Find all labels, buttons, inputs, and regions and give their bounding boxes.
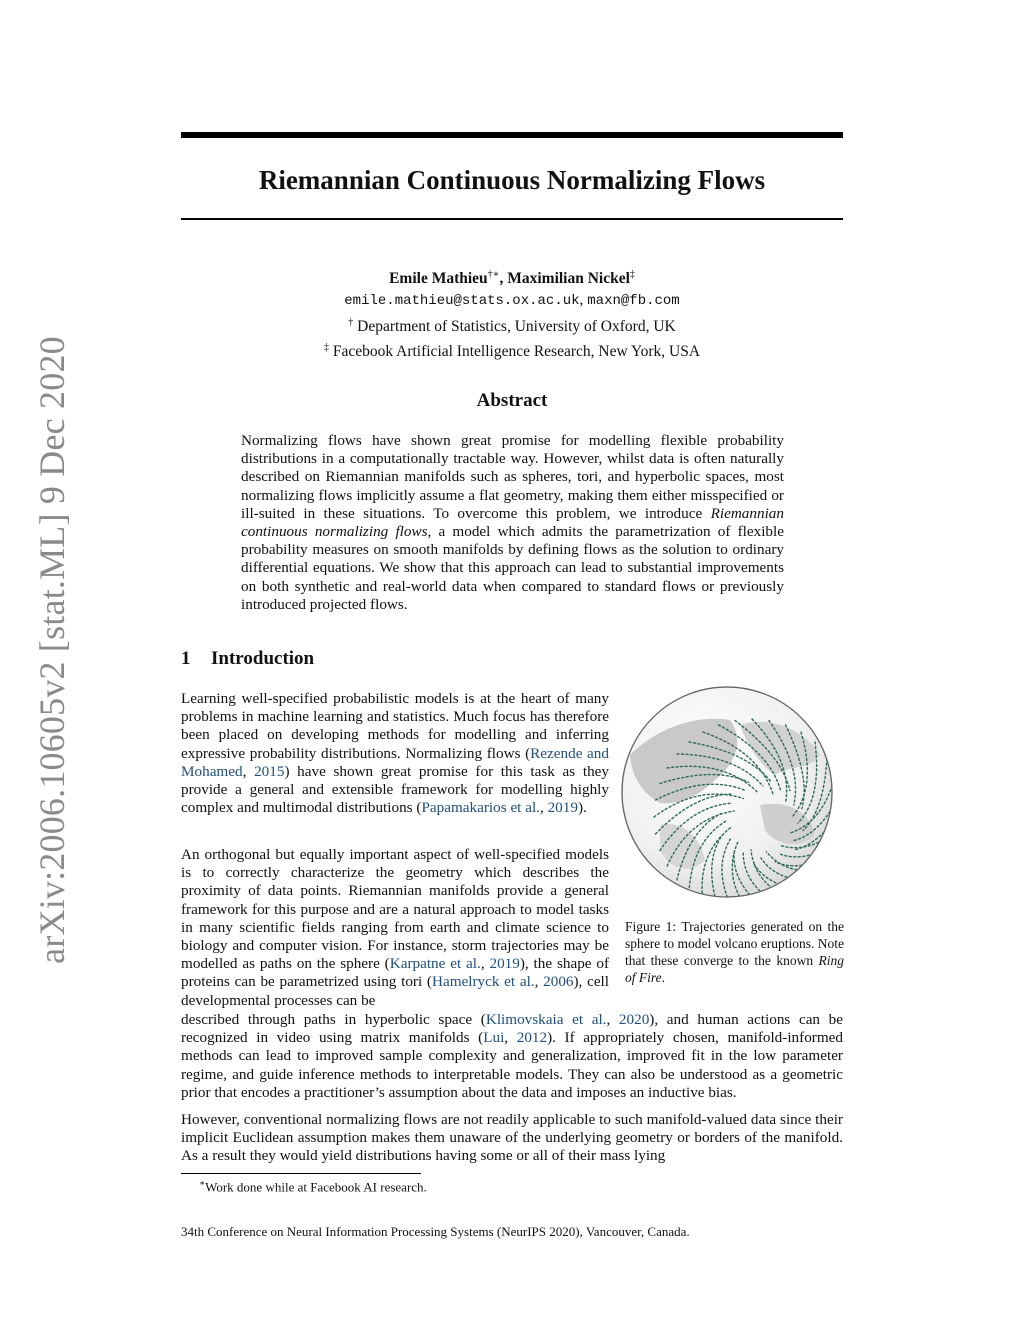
author-names: [181, 264, 843, 289]
abstract-heading: Abstract: [476, 390, 548, 411]
author-2: Maximilian Nickel: [507, 270, 630, 288]
sphere-trajectories-figure: [620, 685, 834, 899]
text-run: ,: [242, 762, 255, 780]
footnote: [199, 1178, 427, 1195]
section-title: Introduction: [211, 648, 315, 669]
abstract-part-1: Normalizing flows have shown great promise for modelling flexible probability distributions in a computationally tractable way. However, whilst data is often naturally described on Riemannian manifolds such as spheres, tori, and hyperbolic spaces, most normalizing flows implicitly assume a flat geometry, making them either misspecified or ill-suited in these situations. To overcome this problem, we introduce: [241, 432, 784, 522]
arxiv-stamp: arXiv:2006.10605v2 [stat.ML] 9 Dec 2020: [32, 336, 72, 964]
caption-text: Figure 1: Trajectories generated on the sphere to model volcano eruptions. Note that these converge to the known: [625, 919, 844, 968]
text-run: ).: [577, 799, 587, 817]
citation-link[interactable]: Rezende and Mohamed: [181, 744, 609, 780]
text-run: ,: [480, 955, 490, 973]
text-run: ). If appropriately chosen, manifold-informed methods can lead to improved sample complexity and generalization, improved fit in the low parameter regime, and guide inference methods to interpretable models. They can also be understood as a geometric prior that encodes a practitioner’s assumption about the data and imposes an inductive bias.: [181, 1029, 844, 1101]
text-run: ), and human actions can be recognized in video using matrix manifolds (: [181, 1011, 843, 1047]
affiliation-2: [181, 337, 843, 362]
citation-link[interactable]: Hamelryck et al.: [431, 973, 535, 991]
text-run: ,: [504, 1029, 517, 1047]
text-run: ) have shown great promise for this task as they provide a general and extensible framework for modelling highly complex and multimodal distributions (: [181, 762, 609, 817]
text-run: ,: [534, 973, 544, 991]
conference-footer: 34th Conference on Neural Information Processing Systems (NeurIPS 2020), Vancouver, Canada.: [181, 1224, 690, 1239]
intro-paragraph-2: [181, 846, 609, 1010]
abstract-part-2: , a model which admits the parametrization of flexible probability measures on smooth manifolds by defining flows as the solution to ordinary differential equations. We show that this approach can lead to substantial improvements on both synthetic and real-world data when compared to standard flows or previously introduced projected flows.: [241, 523, 784, 613]
citation-link[interactable]: Papamakarios et al.: [421, 799, 540, 817]
affiliation-1-mark: †: [348, 317, 354, 329]
citation-link[interactable]: Lui: [483, 1029, 505, 1047]
affiliation-2-text: Facebook Artificial Intelligence Research, New York, USA: [332, 343, 701, 361]
author-separator: ,: [499, 270, 508, 288]
footnote-text: Work done while at Facebook AI research.: [205, 1179, 427, 1195]
text-run: ), cell developmental processes can be: [181, 973, 609, 1009]
citation-year-link[interactable]: 2019: [489, 955, 520, 973]
affiliation-1-text: Department of Statistics, University of Oxford, UK: [357, 318, 676, 336]
citation-year-link[interactable]: 2006: [543, 973, 574, 991]
citation-link[interactable]: Klimovskaia et al.: [485, 1011, 607, 1028]
citation-year-link[interactable]: 2012: [516, 1029, 548, 1047]
text-run: ,: [539, 799, 548, 817]
text-run: Learning well-specified probabilistic models is at the heart of many problems in machine learning and statistics. Much focus has therefore been placed on developing methods for modelling and inferring expressive probability distributions. Normalizing flows (: [181, 690, 609, 762]
email-1[interactable]: emile.mathieu@stats.ox.ac.uk: [344, 293, 580, 310]
section-number: 1: [181, 648, 191, 669]
affiliation-1: [181, 312, 843, 337]
footnote-mark: ∗: [199, 1178, 206, 1188]
author-emails: emile.mathieu@stats.ox.ac.uk, maxn@fb.com: [344, 291, 680, 310]
paper-title: Riemannian Continuous Normalizing Flows: [258, 165, 766, 195]
caption-emphasis: Ring of Fire: [625, 953, 844, 985]
author-1-marks: †∗: [487, 269, 500, 280]
intro-paragraph-3: However, conventional normalizing flows are not readily applicable to such manifold-valued data since their implicit Euclidean assumption makes them unaware of the underlying geometry or borders of the manifold. As a result they would yield distributions having some or all of their mass lying: [181, 1111, 843, 1165]
globe-icon: [620, 685, 834, 899]
text-run: ,: [606, 1011, 619, 1028]
title-rule-top: [181, 132, 843, 138]
text-run: An orthogonal but equally important aspect of well-specified models is to correctly characterize the geometry which describes the proximity of data points. Riemannian manifolds provide a general framework for this purpose and are a natural approach to model tasks in many scientific fields ranging from earth and climate science to biology and computer vision. For instance, storm trajectories may be modelled as paths on the sphere (: [181, 846, 609, 973]
footnote-rule: [181, 1173, 421, 1174]
abstract-emphasis: Riemannian continuous normalizing flows: [241, 504, 784, 541]
email-2[interactable]: maxn@fb.com: [587, 293, 680, 310]
author-1: Emile Mathieu: [389, 270, 488, 288]
author-2-mark: ‡: [629, 269, 635, 280]
citation-year-link[interactable]: 2019: [547, 799, 578, 817]
author-block: [181, 264, 843, 362]
figure-caption: [625, 918, 844, 986]
abstract-text: [241, 432, 784, 614]
citation-year-link[interactable]: 2015: [254, 762, 285, 780]
intro-paragraph-1: [181, 690, 609, 817]
citation-link[interactable]: Karpatne et al.: [389, 955, 481, 973]
citation-year-link[interactable]: 2020: [618, 1011, 650, 1028]
section-heading-introduction: [181, 648, 314, 670]
caption-end: .: [661, 970, 665, 985]
text-run: ), the shape of proteins can be parametrized using tori (: [181, 955, 610, 991]
title-rule-bottom: [181, 218, 843, 220]
intro-paragraph-2-continued: [181, 1011, 843, 1102]
text-run: described through paths in hyperbolic space (: [181, 1011, 486, 1028]
affiliation-2-mark: ‡: [323, 342, 329, 354]
